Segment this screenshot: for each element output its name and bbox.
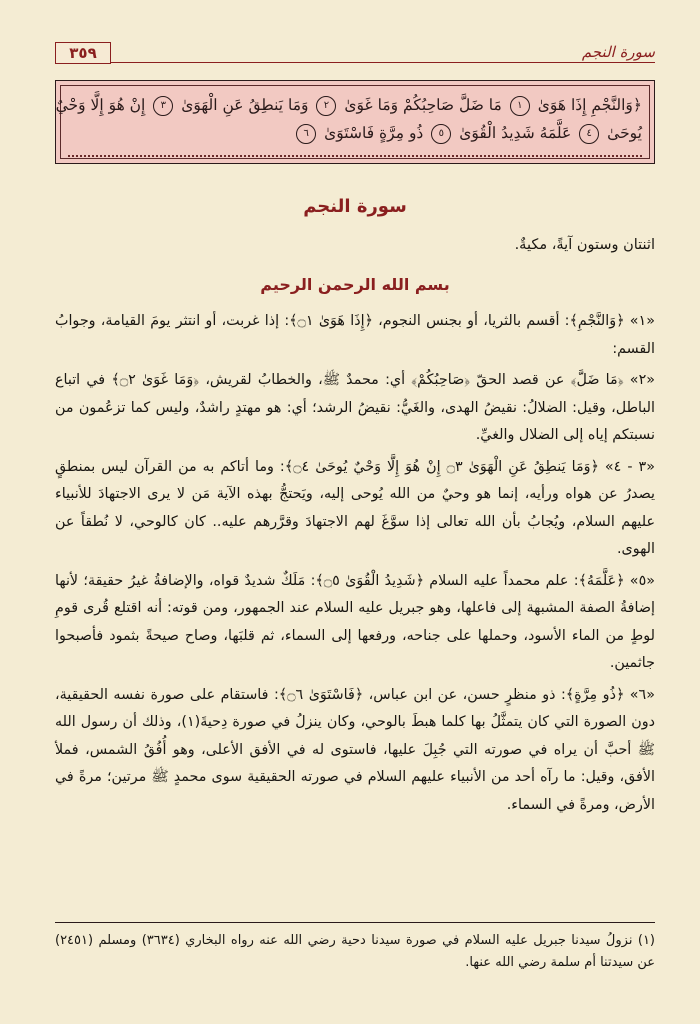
quran-verses-box [55,80,655,164]
footnote: (١) نزولُ سيدنا جبريل عليه السلام في صورة سيدنا دحية رضي الله عنه رواه البخاري (٣٦٣٤) ومسلم (٢٤٥١) عن سيدتنا أم سلمة رضي الله عنها. [55,933,655,970]
verse-line-2 [68,119,642,147]
verse-text: مَا ضَلَّ صَاحِبُكُمْ وَمَا غَوَىٰ [344,96,502,114]
footnote-separator [55,922,655,923]
verse-text: إِنْ هُوَ إِلَّا وَحْيٌ [55,96,146,114]
verse-text: عَلَّمَهُ شَدِيدُ الْقُوَىٰ [459,124,572,142]
basmala: بسم الله الرحمن الرحيم [260,275,450,294]
running-surah-title: سورة النجم [581,43,655,61]
page-number: ٣٥٩ [55,42,111,64]
tafsir-paragraph-5: «٦» ﴿ذُو مِرَّةٍ﴾: ذو منظرٍ حسن، عن ابن عباس، ﴿فَاسْتَوَىٰ ۝٦﴾: فاستقام على صورة نفسه الحقيقية، دون الصورة التي كان يتمثَّلُ بها كلما هبطَ بالوحي، وكان ينزلُ في صورة دِحيةَ(١)، وذلك أن رسول الله ﷺ أحبَّ أن يراه في صورته التي جُبِلَ عليها، فاستوى له في الأفق الأعلى، وهو أُفُقُ الشمس، فملأ الأفق، وقيل: ما رآه أحد من الأنبياء عليهم السلام في صورته الحقيقية سوى محمدٍ ﷺ مرتين؛ مرةً في الأرض، ومرةً في السماء. [55,686,655,813]
verse-line-1 [55,91,642,119]
verse-text: ذُو مِرَّةٍ فَاسْتَوَىٰ [324,124,424,142]
verse-text: وَمَا يَنطِقُ عَنِ الْهَوَىٰ [181,96,309,114]
verse-number-marker: ٥ [431,124,451,144]
dotted-border [68,155,642,157]
verse-number-marker: ٣ [153,96,173,116]
verse-number-marker: ١ [510,96,530,116]
tafsir-paragraph-2: «٢» ﴿مَا ضَلَّ﴾ عن قصد الحقّ ﴿صَاحِبُكُمْ﴾ أي: محمدٌ ﷺ، والخطابُ لقريش، ﴿وَمَا غَوَىٰ ۝٢﴾ في اتباع الباطل، وقيل: الضلالُ: نقيضُ الهدى، والغَيُّ: نقيضُ الرشد؛ أي: هو مهتدٍ راشدٌ، وليس كما تزعُمون من نسبتكم إياه إلى الضلال والغيِّ. [55,372,655,443]
page-header [55,42,655,66]
surah-title: سورة النجم [303,196,407,217]
verse-number-marker: ٢ [316,96,336,116]
tafsir-paragraph-3: «٣ - ٤» ﴿وَمَا يَنطِقُ عَنِ الْهَوَىٰ ۝٣ إِنْ هُوَ إِلَّا وَحْيٌ يُوحَىٰ ۝٤﴾: وما أتاكم به من القرآن ليس بمنطقٍ يصدرُ عن هواه ورأيه، إنما هو وحيٌ من الله يُوحى إليه، ويَحتجُّ بهذه الآية مَن لا يرى الاجتهادَ للأنبياء عليهم السلام، ويُجابُ بأن الله تعالى إذا سوَّغَ لهم الاجتهادَ وقرَّرهم عليه.. كان كالوحي، لا نُطقاً عن الهوى. [55,458,655,557]
verse-number-marker: ٤ [579,124,599,144]
verse-number-marker: ٦ [296,124,316,144]
tafsir-paragraph-4: «٥» ﴿عَلَّمَهُ﴾: علم محمداً عليه السلام ﴿شَدِيدُ الْقُوَىٰ ۝٥﴾: مَلَكٌ شديدٌ قواه، والإضافةُ غيرُ حقيقة؛ لأنها إضافةُ الصفة المشبهة إلى فاعلها، وهو جبريل عليه السلام عند الجمهور، ومن قوته: أنه اقتلع قُرى قومِ لوطٍ من الماء الأسود، وحملها على جناحه، ورفعها إلى السماء، ثم قلبَها، وصاح صيحةً بثمود فأصبحوا جاثمين. [55,572,655,671]
surah-meta: اثنتان وستون آيةً، مكيةٌ. [514,237,655,253]
verse-text: ﴿وَالنَّجْمِ إِذَا هَوَىٰ [537,96,642,114]
tafsir-content [55,190,655,819]
tafsir-paragraph-1: «١» ﴿وَالنَّجْمِ﴾: أقسم بالثريا، أو بجنس النجوم، ﴿إِذَا هَوَىٰ ۝١﴾: إذا غربت، أو انتثر يومَ القيامة، وجوابُ القسم: [55,313,655,357]
header-rule [110,62,655,63]
verse-text: يُوحَىٰ [607,124,642,142]
